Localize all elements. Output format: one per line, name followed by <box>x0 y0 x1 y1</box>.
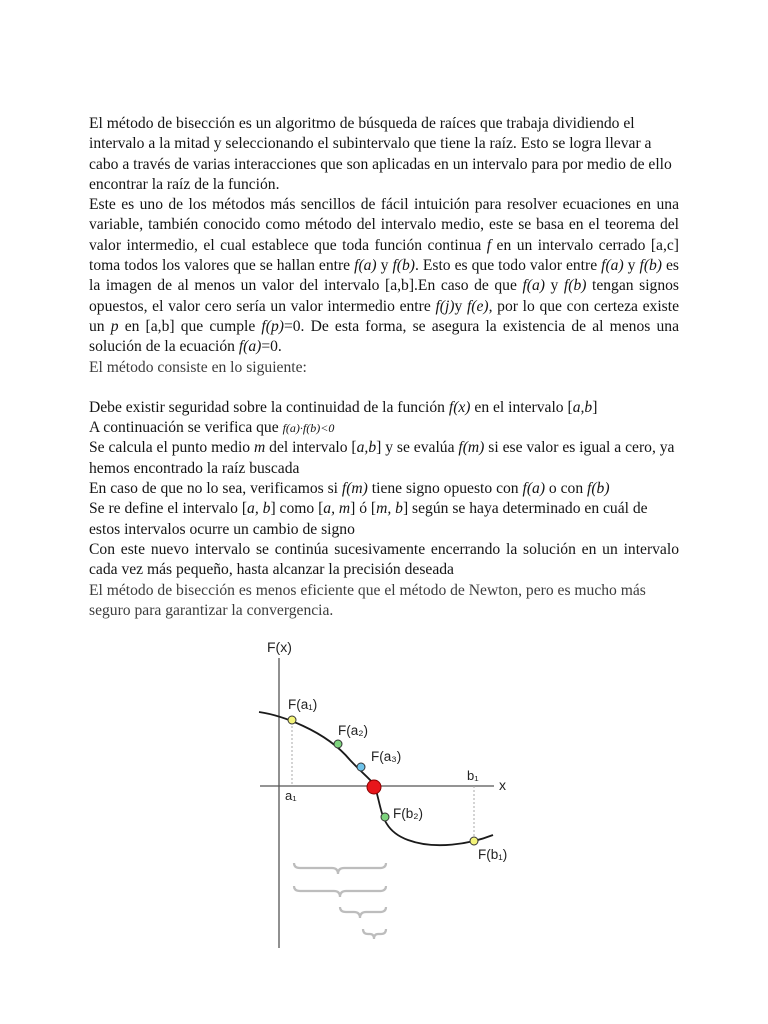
math-am: a, m <box>323 500 351 518</box>
text: y <box>544 277 564 295</box>
text: =0. <box>261 338 282 356</box>
math-fp: f(p) <box>261 317 284 335</box>
text: . Esto es que todo valor entre <box>414 257 602 275</box>
math-fa: f(a) <box>354 257 377 275</box>
point-fb1 <box>470 837 478 845</box>
text: o con <box>545 480 588 498</box>
text: y <box>623 257 640 275</box>
text: =0. De esta forma, se asegura la existencia de al menos una solución de la ecuación <box>89 317 679 356</box>
y-axis-label: F(x) <box>267 639 292 655</box>
text: en un intervalo cerrado [a,c] toma todos los valores que se hallan entre <box>89 236 679 275</box>
text: ] como [ <box>270 500 324 518</box>
text: ] <box>592 398 598 416</box>
math-fb: f(b) <box>563 277 587 295</box>
math-fm: f(m) <box>458 439 485 457</box>
math-fm: f(m) <box>341 480 368 498</box>
math-fj: f(j) <box>435 297 455 315</box>
text: ] según se haya determinado en cuál de estos intervalos ocurre un cambio de signo <box>89 500 648 538</box>
fb1-label: F(b₁) <box>478 847 508 862</box>
b1-label: b₁ <box>467 768 479 783</box>
point-fa1 <box>288 716 296 724</box>
point-fa3 <box>357 763 365 771</box>
paragraph-intro: El método de bisección es un algoritmo de búsqueda de raíces que trabaja dividiendo el intervalo a la mitad y seleccionando el subintervalo que tiene la raíz. Esto se logra llevar a cabo a través de varias interacciones que son aplicadas en un intervalo para por medio de ello encontrar la raíz de la función. <box>89 115 672 193</box>
math-fb: f(b) <box>639 257 662 275</box>
fb2-label: F(b₂) <box>393 806 423 821</box>
paragraph-conclusion: El método de bisección es menos eficiente que el método de Newton, pero es mucho más seguro para garantizar la convergencia. <box>89 581 646 619</box>
step-iterate: Con este nuevo intervalo se continúa sucesivamente encerrando la solución en un intervalo cada vez más pequeño, hasta alcanzar la precisión deseada <box>89 540 679 579</box>
math-ab: a,b <box>572 398 593 416</box>
text: tiene signo opuesto con <box>367 480 523 498</box>
text: A continuación se verifica que <box>89 419 283 437</box>
spacer <box>89 378 679 398</box>
math-fa: f(a) <box>522 480 546 498</box>
step-continuity <box>89 398 679 418</box>
math-m: m <box>253 439 266 457</box>
math-f: f <box>486 236 492 254</box>
point-fa2 <box>334 740 342 748</box>
math-fe: f(e), <box>466 297 493 315</box>
text: y <box>376 257 393 275</box>
text: ] ó [ <box>350 500 377 518</box>
text: en [a,b] que cumple <box>118 317 262 335</box>
text: y <box>454 297 467 315</box>
text: Se calcula el punto medio <box>89 439 254 457</box>
paragraph-theorem <box>89 195 679 357</box>
text: Se re define el intervalo [ <box>89 500 248 518</box>
text: Este es uno de los métodos más sencillos de fácil intuición para resolver ecuaciones en una variable, también conocido como método del intervalo medio, este se basa en el teorema del valor intermedio, el cual establece que toda función continua <box>89 196 679 254</box>
fa2-label: F(a₂) <box>338 723 368 738</box>
brace-interval-1 <box>294 863 386 874</box>
brace-interval-2 <box>294 886 386 897</box>
function-curve <box>259 712 493 845</box>
math-fa: f(a) <box>601 257 624 275</box>
step-sign-check <box>89 418 679 438</box>
math-sign-condition: f(a)·f(b)<0 <box>282 421 335 436</box>
a1-label: a₁ <box>285 788 297 803</box>
math-fa: f(a) <box>238 338 262 356</box>
math-ab: a, b <box>247 500 271 518</box>
x-axis-label: x <box>499 777 506 793</box>
text: del intervalo [ <box>265 439 357 457</box>
math-fb: f(b) <box>587 480 610 498</box>
math-p: p <box>110 317 119 335</box>
step-midpoint <box>89 438 679 479</box>
text: en el intervalo [ <box>470 398 573 416</box>
text: tengan signos opuestos, el valor cero sería un valor intermedio entre <box>89 277 679 315</box>
text: si ese valor es igual a cero, ya hemos encontrado la raíz buscada <box>89 439 675 477</box>
root-point <box>367 780 381 794</box>
math-fx: f(x) <box>448 398 471 416</box>
math-fa: f(a) <box>522 277 545 295</box>
text: es la imagen de al menos un valor del intervalo [a,b].En caso de que <box>89 257 680 295</box>
math-ab: a,b <box>356 439 377 457</box>
text: Debe existir seguridad sobre la continuidad de la función <box>89 398 449 416</box>
bisection-diagram <box>250 630 520 950</box>
paragraph-method-intro: El método consiste en lo siguiente: <box>89 358 307 376</box>
document-body <box>89 114 679 621</box>
brace-interval-3 <box>340 907 386 918</box>
bisection-figure <box>250 630 520 950</box>
text: En caso de que no lo sea, verificamos si <box>89 480 342 498</box>
step-redefine <box>89 499 679 540</box>
math-fb: f(b) <box>392 257 415 275</box>
text: ] y se evalúa <box>376 439 459 457</box>
brace-interval-4 <box>363 929 386 939</box>
math-mb: m, b <box>376 500 403 518</box>
point-fb2 <box>381 813 389 821</box>
fa1-label: F(a₁) <box>288 697 318 712</box>
text: por lo que con certeza existe un <box>89 297 679 335</box>
fa3-label: F(a₃) <box>371 749 402 764</box>
step-opposite-sign <box>89 479 679 499</box>
